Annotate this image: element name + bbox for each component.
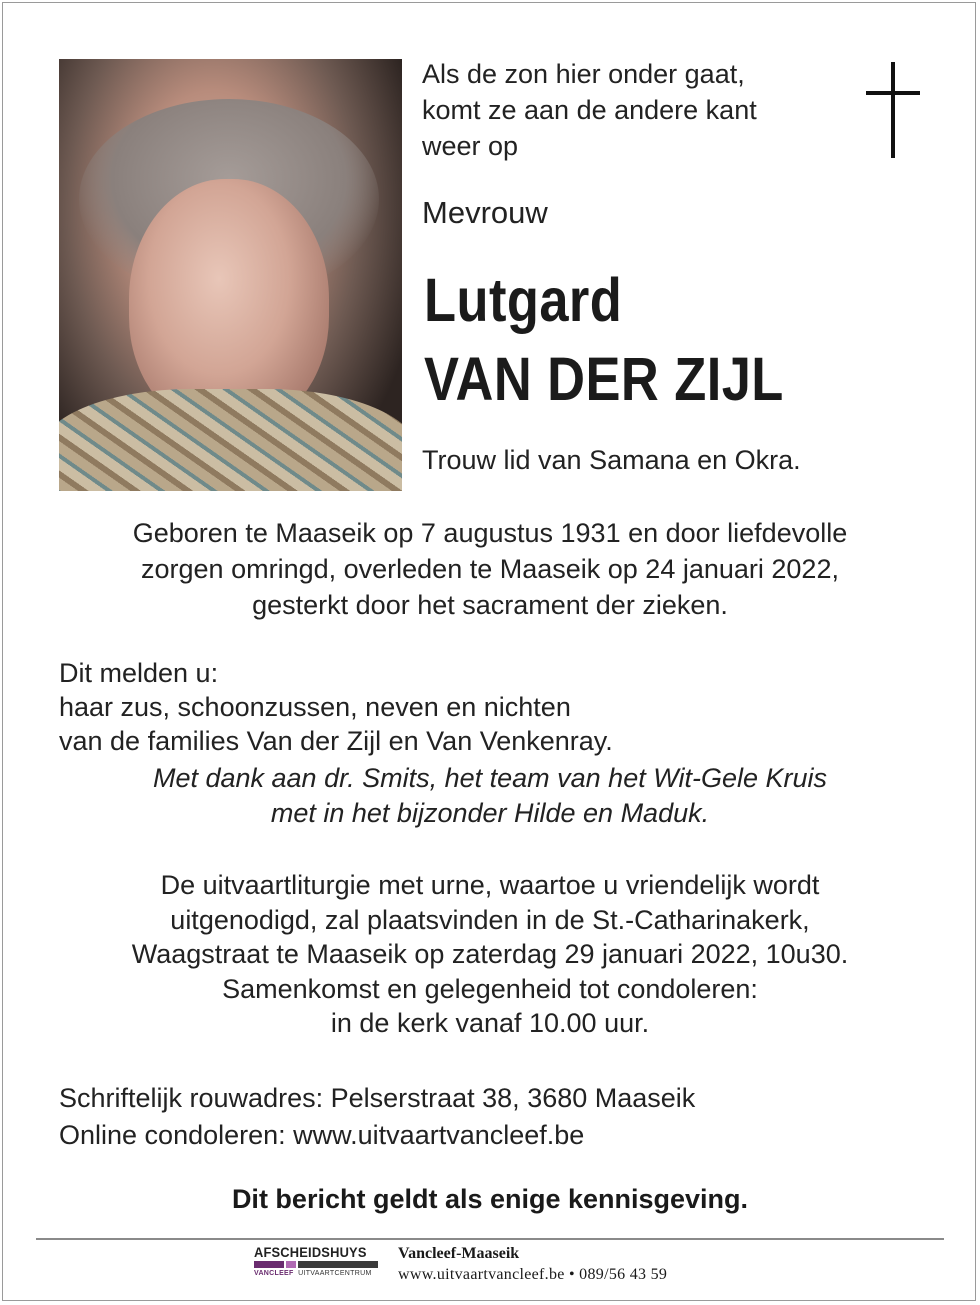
paragraph-line: Geboren te Maaseik op 7 augustus 1931 en door liefdevolle xyxy=(132,518,848,548)
birth-death-paragraph xyxy=(0,515,980,623)
paragraph-line: zorgen omringd, overleden te Maaseik op 24 januari 2022, xyxy=(141,554,839,584)
paragraph-line: met in het bijzonder Hilde en Maduk. xyxy=(270,798,710,828)
paragraph-line: De uitvaartliturgie met urne, waartoe u vriendelijk wordt xyxy=(160,870,820,900)
paragraph-line: uitgenodigd, zal plaatsvinden in de St.-Catharinakerk, xyxy=(170,904,810,935)
paragraph-line: Samenkomst en gelegenheid tot condoleren: xyxy=(222,973,758,1004)
company-logo xyxy=(254,1244,380,1284)
company-name: Vancleef-Maaseik xyxy=(398,1245,520,1262)
memorial-quote xyxy=(422,56,757,164)
funeral-paragraph xyxy=(0,868,980,1041)
paragraph-line: Waagstraat te Maaseik op zaterdag 29 januari 2022, 10u30. xyxy=(131,939,849,969)
portrait-photo xyxy=(59,59,402,491)
paragraph-line: Dit melden u: xyxy=(59,658,219,688)
membership-text: Trouw lid van Samana en Okra. xyxy=(422,445,801,475)
salutation: Mevrouw xyxy=(422,195,548,230)
cross-icon xyxy=(866,62,920,158)
company-info xyxy=(398,1245,667,1284)
announcement-paragraph xyxy=(59,656,613,758)
logo-title: AFSCHEIDSHUYS xyxy=(254,1244,367,1260)
postal-address: Schriftelijk rouwadres: Pelserstraat 38, 3680 Maaseik xyxy=(59,1083,696,1113)
paragraph-line: Met dank aan dr. Smits, het team van het Wit-Gele Kruis xyxy=(152,763,828,793)
thanks-paragraph xyxy=(0,761,980,831)
deceased-first-name: Lutgard xyxy=(424,266,623,334)
logo-sub-text: UITVAARTCENTRUM xyxy=(298,1270,372,1277)
deceased-last-name: VAN DER ZIJL xyxy=(424,345,784,413)
notice-text: Dit bericht geldt als enige kennisgeving. xyxy=(231,1184,749,1214)
paragraph-line: haar zus, schoonzussen, neven en nichten xyxy=(59,692,571,722)
paragraph-line: gesterkt door het sacrament der zieken. xyxy=(252,590,728,620)
paragraph-line: van de families Van der Zijl en Van Venkenray. xyxy=(59,726,613,756)
online-condolences: Online condoleren: www.uitvaartvancleef.be xyxy=(59,1120,585,1150)
quote-line: Als de zon hier onder gaat, xyxy=(422,59,745,89)
paragraph-line: in de kerk vanaf 10.00 uur. xyxy=(330,1008,650,1038)
logo-sub-brand: VANCLEEF xyxy=(254,1270,294,1277)
company-contact: www.uitvaartvancleef.be • 089/56 43 59 xyxy=(398,1266,668,1283)
address-block xyxy=(59,1080,695,1154)
footer-divider xyxy=(36,1238,944,1240)
quote-line: weer op xyxy=(422,131,519,161)
quote-line: komt ze aan de andere kant xyxy=(422,95,757,125)
